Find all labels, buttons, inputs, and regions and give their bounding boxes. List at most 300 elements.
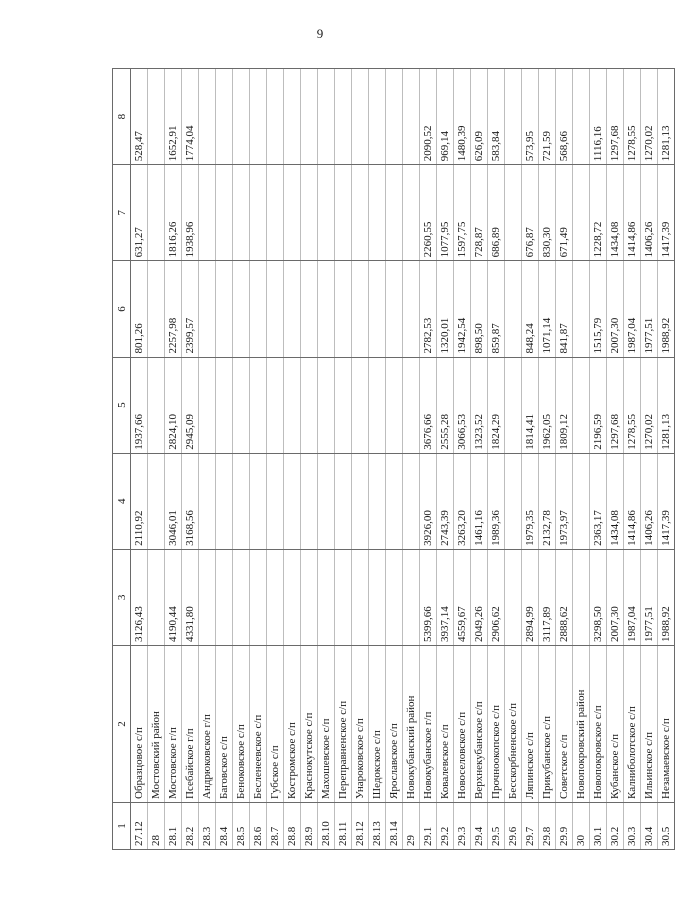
row-index-cell: 28.12 [352,803,369,850]
value-cell-4: 1434,08 [607,453,624,549]
value-cell-7: 1414,86 [624,165,641,261]
value-cell-4: 3263,20 [454,453,471,549]
row-index-cell: 28.6 [250,803,267,850]
row-name-cell: Псебайское г/п [182,646,199,803]
value-cell-7: 676,87 [522,165,539,261]
row-name-cell: Махошевское с/п [318,646,335,803]
value-cell-8: 721,59 [539,69,556,165]
value-cell-3: 4559,67 [454,549,471,645]
table-row [590,69,607,850]
value-cell-6 [233,261,250,357]
value-cell-6: 2007,30 [607,261,624,357]
value-cell-3 [335,549,352,645]
header-cell-8: 8 [113,69,131,165]
row-index-cell: 29.3 [454,803,471,850]
value-cell-5 [216,357,233,453]
value-cell-6: 1071,14 [539,261,556,357]
value-cell-5: 1962,05 [539,357,556,453]
value-cell-5 [573,357,590,453]
value-cell-4 [386,453,403,549]
value-cell-5: 3676,66 [420,357,437,453]
value-cell-5 [403,357,420,453]
row-index-cell: 29.9 [556,803,573,850]
row-index-cell: 28.14 [386,803,403,850]
value-cell-8 [301,69,318,165]
value-cell-5: 1814,41 [522,357,539,453]
value-cell-5 [352,357,369,453]
row-index-cell: 28.9 [301,803,318,850]
value-cell-5: 1824,29 [488,357,505,453]
table-row [352,69,369,850]
value-cell-8 [284,69,301,165]
value-cell-3 [352,549,369,645]
row-name-cell: Ковалевское с/п [437,646,454,803]
value-cell-4: 2363,17 [590,453,607,549]
value-cell-6: 859,87 [488,261,505,357]
value-cell-5 [335,357,352,453]
value-cell-6 [573,261,590,357]
table-row [403,69,420,850]
table-row [369,69,386,850]
value-cell-5: 1809,12 [556,357,573,453]
value-cell-3: 3126,43 [131,549,148,645]
value-cell-7 [352,165,369,261]
header-cell-6: 6 [113,261,131,357]
value-cell-6: 841,87 [556,261,573,357]
value-cell-6: 1988,92 [658,261,675,357]
value-cell-8 [352,69,369,165]
table-row [488,69,505,850]
row-name-cell: Шедокское с/п [369,646,386,803]
value-cell-8: 1116,16 [590,69,607,165]
table-row [437,69,454,850]
value-cell-4 [352,453,369,549]
value-cell-8 [216,69,233,165]
value-cell-3 [505,549,522,645]
value-cell-3: 1988,92 [658,549,675,645]
value-cell-4 [233,453,250,549]
value-cell-7: 1228,72 [590,165,607,261]
row-name-cell: Калниболотское с/п [624,646,641,803]
value-cell-5 [301,357,318,453]
value-cell-8: 1774,04 [182,69,199,165]
value-cell-5: 1323,52 [471,357,488,453]
page-number: 9 [316,26,324,41]
header-cell-2: 2 [113,646,131,803]
value-cell-5 [267,357,284,453]
value-cell-4: 1406,26 [641,453,658,549]
row-name-cell: Бесскорбненское с/п [505,646,522,803]
value-cell-6 [216,261,233,357]
table-row [148,69,165,850]
value-cell-4: 2743,39 [437,453,454,549]
table-row [165,69,182,850]
value-cell-4 [199,453,216,549]
value-cell-4 [505,453,522,549]
value-cell-7: 671,49 [556,165,573,261]
row-index-cell: 28.7 [267,803,284,850]
value-cell-4: 3168,56 [182,453,199,549]
row-index-cell: 28.11 [335,803,352,850]
row-index-cell: 28.8 [284,803,301,850]
value-cell-6: 801,26 [131,261,148,357]
table-row [182,69,199,850]
row-name-cell: Новопокровский район [573,646,590,803]
value-cell-7: 728,87 [471,165,488,261]
row-index-cell: 30.1 [590,803,607,850]
value-cell-4: 1989,36 [488,453,505,549]
value-cell-7 [199,165,216,261]
row-index-cell: 29.7 [522,803,539,850]
value-cell-4 [216,453,233,549]
value-cell-3: 1977,51 [641,549,658,645]
row-name-cell: Ильинское с/п [641,646,658,803]
value-cell-8 [386,69,403,165]
row-index-cell: 28.5 [233,803,250,850]
row-name-cell: Мостовское г/п [165,646,182,803]
value-cell-7 [301,165,318,261]
value-cell-5 [233,357,250,453]
row-index-cell: 30.5 [658,803,675,850]
value-cell-3 [267,549,284,645]
value-cell-6 [250,261,267,357]
value-cell-6: 1977,51 [641,261,658,357]
value-cell-5 [369,357,386,453]
table-row [658,69,675,850]
table-row [250,69,267,850]
value-cell-5: 1270,02 [641,357,658,453]
table-rotation-layer [112,68,672,850]
value-cell-7 [250,165,267,261]
row-index-cell: 28.1 [165,803,182,850]
value-cell-3: 3298,50 [590,549,607,645]
table-row [573,69,590,850]
value-cell-6 [199,261,216,357]
row-name-cell: Новокубанский район [403,646,420,803]
value-cell-4: 1979,35 [522,453,539,549]
table-header-row [113,69,131,850]
value-cell-3 [403,549,420,645]
row-name-cell: Новоселовское с/п [454,646,471,803]
table-row [471,69,488,850]
value-cell-4: 3926,00 [420,453,437,549]
header-cell-1: 1 [113,803,131,850]
value-cell-4: 2110,92 [131,453,148,549]
row-index-cell: 28.4 [216,803,233,850]
value-cell-7: 1816,26 [165,165,182,261]
value-cell-4: 2132,78 [539,453,556,549]
table-row [131,69,148,850]
value-cell-3 [369,549,386,645]
value-cell-7: 1434,08 [607,165,624,261]
value-cell-4 [573,453,590,549]
value-cell-4 [403,453,420,549]
value-cell-7 [573,165,590,261]
row-name-cell: Мостовский район [148,646,165,803]
row-index-cell: 30.2 [607,803,624,850]
value-cell-5: 1297,68 [607,357,624,453]
value-cell-7: 830,30 [539,165,556,261]
value-cell-8 [199,69,216,165]
table-row [318,69,335,850]
value-cell-8: 2090,52 [420,69,437,165]
value-cell-8 [573,69,590,165]
value-cell-8: 568,66 [556,69,573,165]
value-cell-4 [318,453,335,549]
row-name-cell: Ярославское с/п [386,646,403,803]
value-cell-6: 1320,01 [437,261,454,357]
row-name-cell: Незамаевское с/п [658,646,675,803]
value-cell-3: 3117,89 [539,549,556,645]
value-cell-7 [216,165,233,261]
table-row [284,69,301,850]
value-cell-3 [148,549,165,645]
value-cell-3: 4190,44 [165,549,182,645]
value-cell-4: 1461,16 [471,453,488,549]
table-row [505,69,522,850]
row-name-cell: Новопокровское с/п [590,646,607,803]
value-cell-4: 1973,97 [556,453,573,549]
header-cell-4: 4 [113,453,131,549]
value-cell-8 [403,69,420,165]
value-cell-7: 1597,75 [454,165,471,261]
row-name-cell: Прочноокопское с/п [488,646,505,803]
value-cell-3: 1987,04 [624,549,641,645]
value-cell-5: 1281,13 [658,357,675,453]
value-cell-3 [318,549,335,645]
value-cell-8: 1278,55 [624,69,641,165]
value-cell-5: 2945,09 [182,357,199,453]
value-cell-6: 1942,54 [454,261,471,357]
row-name-cell: Бесленеевское с/п [250,646,267,803]
value-cell-6: 2399,57 [182,261,199,357]
table-row [335,69,352,850]
table-row [199,69,216,850]
value-cell-8: 626,09 [471,69,488,165]
value-cell-8 [148,69,165,165]
value-cell-6 [352,261,369,357]
value-cell-4: 1417,39 [658,453,675,549]
row-index-cell: 30.4 [641,803,658,850]
value-cell-6 [318,261,335,357]
value-cell-3: 2007,30 [607,549,624,645]
value-cell-4 [148,453,165,549]
row-name-cell: Баговское с/п [216,646,233,803]
row-index-cell: 28.13 [369,803,386,850]
value-cell-3: 2888,62 [556,549,573,645]
value-cell-7 [318,165,335,261]
value-cell-8 [233,69,250,165]
value-cell-7: 686,89 [488,165,505,261]
row-index-cell: 29.1 [420,803,437,850]
value-cell-7 [267,165,284,261]
table-row [641,69,658,850]
row-index-cell: 28.2 [182,803,199,850]
value-cell-3: 4331,80 [182,549,199,645]
row-name-cell: Прикубанское с/п [539,646,556,803]
row-name-cell: Андрюковское г/п [199,646,216,803]
header-cell-3: 3 [113,549,131,645]
row-name-cell: Советское с/п [556,646,573,803]
row-name-cell: Унароковское с/п [352,646,369,803]
row-name-cell: Губское с/п [267,646,284,803]
value-cell-6: 1515,79 [590,261,607,357]
value-cell-5 [284,357,301,453]
value-cell-4: 1414,86 [624,453,641,549]
value-cell-8: 1652,91 [165,69,182,165]
row-name-cell: Новокубанское г/п [420,646,437,803]
value-cell-3: 2906,62 [488,549,505,645]
row-index-cell: 29.2 [437,803,454,850]
value-cell-6 [386,261,403,357]
value-cell-4 [301,453,318,549]
value-cell-3 [573,549,590,645]
value-cell-3 [199,549,216,645]
value-cell-3 [284,549,301,645]
value-cell-6: 2782,53 [420,261,437,357]
value-cell-7 [369,165,386,261]
value-cell-7: 1417,39 [658,165,675,261]
value-cell-7 [284,165,301,261]
table-row [539,69,556,850]
value-cell-5 [505,357,522,453]
row-index-cell: 28.10 [318,803,335,850]
value-cell-3: 2049,26 [471,549,488,645]
value-cell-7: 2260,55 [420,165,437,261]
value-cell-7 [403,165,420,261]
row-name-cell: Переправненское с/п [335,646,352,803]
table-row [624,69,641,850]
row-name-cell: Верхнекубанское с/п [471,646,488,803]
table-row [386,69,403,850]
row-index-cell: 28.3 [199,803,216,850]
row-name-cell: Беноковское с/п [233,646,250,803]
value-cell-5: 2824,10 [165,357,182,453]
value-cell-8: 1281,13 [658,69,675,165]
value-cell-3 [250,549,267,645]
value-cell-7 [335,165,352,261]
table-body [113,69,675,850]
table-row [420,69,437,850]
value-cell-8 [267,69,284,165]
value-cell-3 [386,549,403,645]
row-index-cell: 29.4 [471,803,488,850]
row-index-cell: 29.8 [539,803,556,850]
value-cell-8: 583,84 [488,69,505,165]
table-row [454,69,471,850]
row-name-cell: Краснокутское с/п [301,646,318,803]
row-name-cell: Костромское с/п [284,646,301,803]
value-cell-7 [148,165,165,261]
value-cell-5: 2196,59 [590,357,607,453]
value-cell-4 [369,453,386,549]
value-cell-5 [318,357,335,453]
header-cell-5: 5 [113,357,131,453]
value-cell-7: 1406,26 [641,165,658,261]
row-name-cell: Ляпинское с/п [522,646,539,803]
row-index-cell: 29.5 [488,803,505,850]
rotated-table-frame [112,68,672,850]
value-cell-6: 898,50 [471,261,488,357]
table-row [301,69,318,850]
value-cell-3 [216,549,233,645]
value-cell-8: 573,95 [522,69,539,165]
value-cell-5: 1278,55 [624,357,641,453]
row-index-cell: 27.12 [131,803,148,850]
value-cell-8: 1270,02 [641,69,658,165]
value-cell-4 [250,453,267,549]
value-cell-3 [233,549,250,645]
table-row [267,69,284,850]
value-cell-3 [301,549,318,645]
value-cell-7 [505,165,522,261]
value-cell-7 [386,165,403,261]
value-cell-6 [284,261,301,357]
value-cell-6: 1987,04 [624,261,641,357]
value-cell-8 [250,69,267,165]
row-name-cell: Образцовое с/п [131,646,148,803]
row-index-cell: 30 [573,803,590,850]
value-cell-5 [148,357,165,453]
value-cell-4 [284,453,301,549]
value-cell-7: 1938,96 [182,165,199,261]
value-cell-8 [369,69,386,165]
row-name-cell: Кубанское с/п [607,646,624,803]
value-cell-7: 631,27 [131,165,148,261]
value-cell-5 [250,357,267,453]
value-cell-5: 2555,28 [437,357,454,453]
value-cell-7 [233,165,250,261]
value-cell-6 [403,261,420,357]
value-cell-8: 969,14 [437,69,454,165]
value-cell-8 [335,69,352,165]
value-cell-6 [335,261,352,357]
value-cell-3: 5399,66 [420,549,437,645]
value-cell-8: 1297,68 [607,69,624,165]
value-cell-7: 1077,95 [437,165,454,261]
value-cell-6 [148,261,165,357]
table-row [233,69,250,850]
value-cell-4 [335,453,352,549]
value-cell-5: 3066,53 [454,357,471,453]
value-cell-4 [267,453,284,549]
value-cell-5: 1937,66 [131,357,148,453]
value-cell-6 [267,261,284,357]
value-cell-6: 848,24 [522,261,539,357]
value-cell-5 [199,357,216,453]
header-cell-7: 7 [113,165,131,261]
value-cell-3: 3937,14 [437,549,454,645]
value-cell-6 [369,261,386,357]
value-cell-5 [386,357,403,453]
row-index-cell: 29.6 [505,803,522,850]
value-cell-6 [505,261,522,357]
row-index-cell: 28 [148,803,165,850]
row-index-cell: 29 [403,803,420,850]
row-index-cell: 30.3 [624,803,641,850]
value-cell-8: 528,47 [131,69,148,165]
table-row [216,69,233,850]
value-cell-6: 2257,98 [165,261,182,357]
value-cell-8: 1480,39 [454,69,471,165]
value-cell-4: 3046,01 [165,453,182,549]
table-row [522,69,539,850]
value-cell-6 [301,261,318,357]
table-row [607,69,624,850]
table-row [556,69,573,850]
data-table [112,68,675,850]
value-cell-8 [318,69,335,165]
